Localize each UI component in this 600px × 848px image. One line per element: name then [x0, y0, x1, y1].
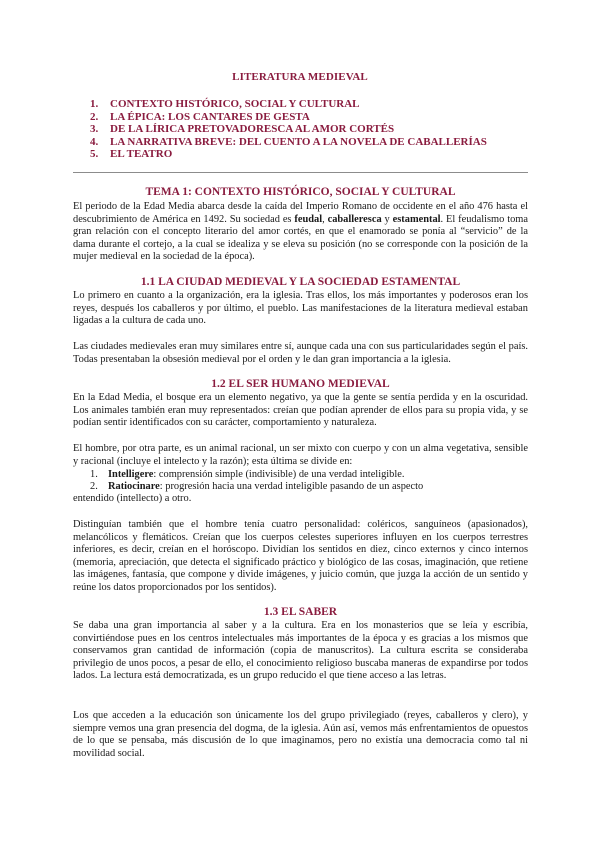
list-term: Intelligere	[108, 469, 154, 480]
table-of-contents	[90, 98, 560, 161]
toc-item	[90, 123, 560, 136]
section-1-3-heading: 1.3 EL SABER	[263, 606, 338, 618]
toc-item	[90, 111, 560, 124]
section-1-3-paragraph-1: Se daba una gran importancia al saber y a la cultura. Era en los monasterios que se leía y escribía, convirtiéndose pues en los centros intelectuales más importantes de la época y es gracias a los mismos que conservamos gran cantidad de información (copia de manuscritos). La cultura escrita se consideraba privilegio de unos pocos, a pesar de ello, el conocimiento religioso buscaba maneras de expandirse por todos lados. La lectura está democratizada, es un grupo reducido el que tiene acceso a las letras.	[73, 620, 528, 682]
toc-label: LA ÉPICA: LOS CANTARES DE GESTA	[110, 110, 310, 123]
toc-label: EL TEATRO	[110, 148, 173, 161]
tema1-heading: TEMA 1: CONTEXTO HISTÓRICO, SOCIAL Y CULTURAL	[145, 186, 456, 198]
section-1-1-paragraph-1: Lo primero en cuanto a la organización, era la iglesia. Tras ellos, los más importantes y poderosos eran los reyes, después los caballeros y por último, el pueblo. Las manifestaciones de la literatura medieval estaban ligadas a la cultura de cada uno.	[73, 290, 528, 327]
section-divider	[73, 172, 528, 173]
section-1-2-paragraph-3: Distinguían también que el hombre tenía cuatro personalidad: coléricos, sanguíneos (apasionados), melancólicos y flemáticos. Creían que los cuerpos celestes superiores influyen en los cuerpos terrestres inferiores, es decir, creían en el horóscopo. Dividían los sentidos en diez, cinco externos y cinco internos (memoria, apreciación, que detecta el significado práctico y biológico de las cosas, imaginación, que retiene las imágenes, fantasía, que compone y divide imágenes, y juicio común, que juzga la acción de un sentido y reúne los datos proporcionados por los sentidos).	[73, 519, 528, 593]
toc-item	[90, 98, 560, 111]
tema1-paragraph: El periodo de la Edad Media abarca desde la caída del Imperio Romano de occidente en el año 476 hasta el descubrimiento de América en 1492. Su sociedad es feudal, caballeresca y estamental. El feudalismo toma gran relación con el concepto literario del amor cortés, en que el enamorado se ponía al “servicio” de la dama durante el cortejo, a la cual se idealiza y se eleva su posición (no se corresponde con la posición de la mujer medieval en la sociedad de la época).	[73, 201, 529, 263]
section-1-2-heading: 1.2 EL SER HUMANO MEDIEVAL	[211, 378, 390, 390]
toc-label: CONTEXTO HISTÓRICO, SOCIAL Y CULTURAL	[110, 98, 360, 110]
section-1-1-paragraph-2: Las ciudades medievales eran muy similares entre sí, aunque cada una con sus particularidades según el país. Todas presentaban la obsesión medieval por el orden y le dan gran importancia a la iglesia.	[73, 341, 528, 365]
list-text: : progresión hacia una verdad inteligible pasando de un aspecto	[159, 481, 424, 492]
list-text: : comprensión simple (indivisible) de una verdad inteligible.	[153, 469, 405, 480]
toc-number: 3.	[90, 123, 99, 136]
toc-number: 4.	[90, 135, 99, 148]
toc-item	[90, 136, 560, 149]
toc-label: DE LA LÍRICA PRETOVADORESCA AL AMOR CORTÉS	[110, 123, 395, 136]
section-1-3-paragraph-2: Los que acceden a la educación son únicamente los del grupo privilegiado (reyes, caballeros y clero), y siempre vemos una gran presencia del dogma, de la iglesia. Aún así, vemos más enfrentamientos de opuestos de lo que se pensaba, más discusión de lo que imaginamos, pero no existía una democracia como tal ni movilidad social.	[73, 710, 528, 759]
toc-number: 2.	[90, 110, 99, 123]
document-title: LITERATURA MEDIEVAL	[232, 71, 368, 83]
list-term: Ratiocinare	[108, 481, 160, 492]
toc-number: 5.	[90, 148, 99, 161]
list-continuation: entendido (intellecto) a otro.	[73, 493, 192, 504]
list-item	[90, 481, 528, 494]
list-item	[90, 469, 528, 482]
section-1-1-heading: 1.1 LA CIUDAD MEDIEVAL Y LA SOCIEDAD ESTAMENTAL	[140, 276, 461, 288]
toc-label: LA NARRATIVA BREVE: DEL CUENTO A LA NOVELA DE CABALLERÍAS	[110, 135, 487, 148]
section-1-2-paragraph-1: En la Edad Media, el bosque era un elemento negativo, ya que la gente se sentía perdida y en la oscuridad. Los animales también eran muy representados: creían que podían aprender de ellos para su propia vida, y se podían sentir identificados con su carácter, comportamiento y naturaleza.	[73, 392, 528, 429]
list-number: 1.	[90, 469, 98, 480]
toc-number: 1.	[90, 98, 99, 110]
toc-item	[90, 148, 560, 161]
list-number: 2.	[90, 481, 98, 492]
section-1-2-paragraph-2: El hombre, por otra parte, es un animal racional, un ser mixto con cuerpo y con un alma vegetativa, sensible y racional (incluye el intelecto y la razón); esta última se divide en:	[73, 443, 528, 467]
